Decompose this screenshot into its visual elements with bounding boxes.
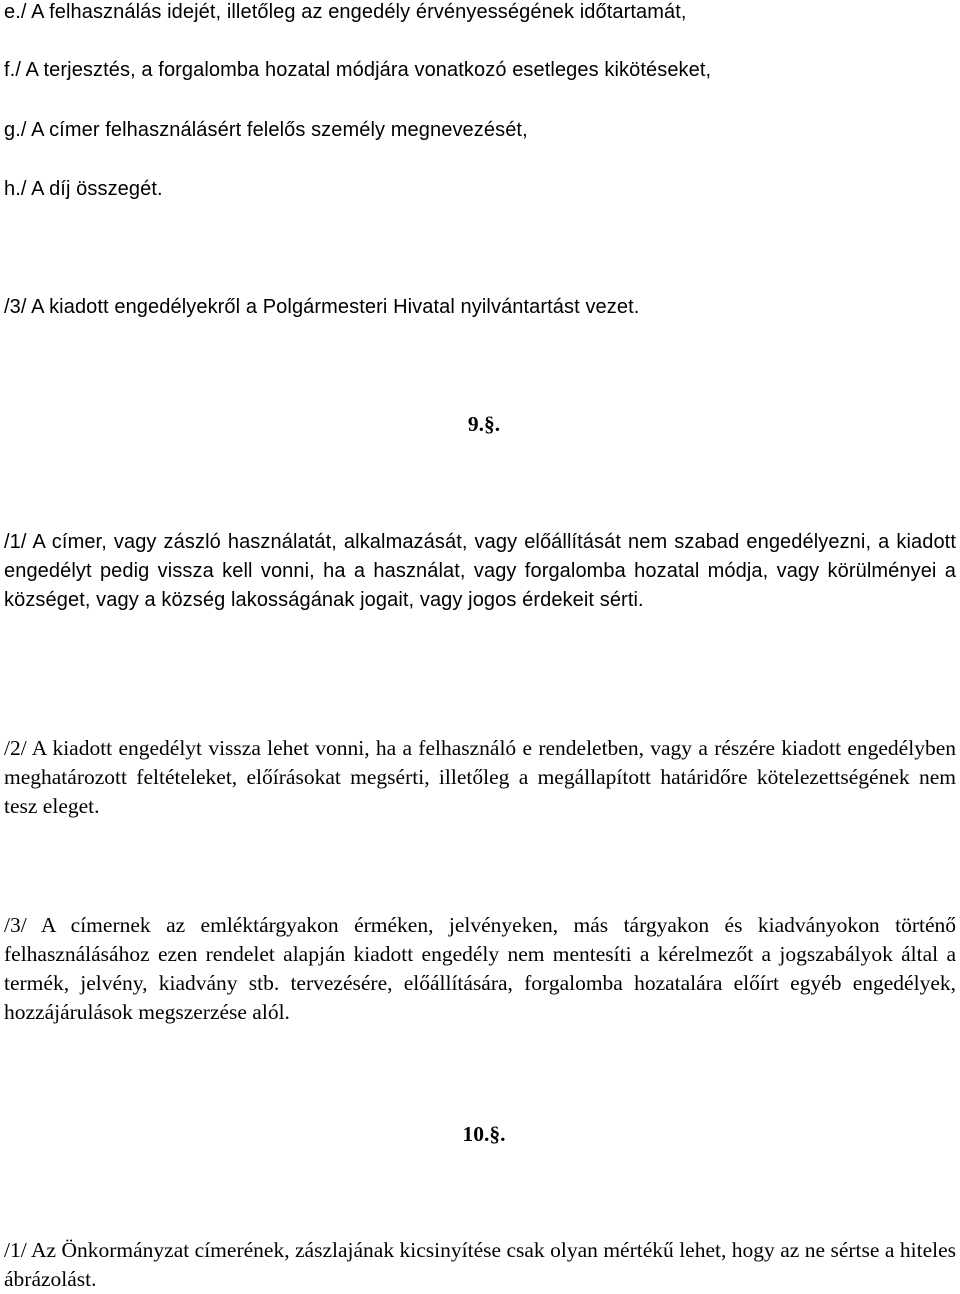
section-9-paragraph-2: /2/ A kiadott engedélyt vissza lehet vonni, ha a felhasználó e rendeletben, vagy a részére kiadott engedélyben meghatározott feltételeket, előírásokat megsérti, illetőleg a megállapított határidőre kötelezettségének nem tesz eleget. [4, 736, 956, 818]
section-9-paragraph-1: /1/ A címer, vagy zászló használatát, alkalmazását, vagy előállítását nem szabad engedélyezni, a kiadott engedélyt pedig vissza kell vonni, ha a használat, vagy forgalomba hozatal módja, vagy körülményei a községet, vagy a község lakosságának jogait, vagy jogos érdekeit sérti. [4, 531, 956, 611]
section-10-heading: 10.§. [462, 1122, 506, 1146]
paragraph-registry: /3/ A kiadott engedélyekről a Polgármesteri Hivatal nyilvántartást vezet. [4, 296, 640, 318]
list-item-e: e./ A felhasználás idejét, illetőleg az engedély érvényességének időtartamát, [4, 1, 687, 23]
list-item-h: h./ A díj összegét. [4, 178, 163, 200]
section-10-paragraph-1: /1/ Az Önkormányzat címerének, zászlajának kicsinyítése csak olyan mértékű lehet, hogy az ne sértse a hiteles ábrázolást. [4, 1238, 956, 1291]
section-9-paragraph-3: /3/ A címernek az emléktárgyakon érméken, jelvényeken, más tárgyakon és kiadványokon történő felhasználásához ezen rendelet alapján kiadott engedély nem mentesíti a kérelmezőt a jogszabályok által a termék, jelvény, kiadvány stb. tervezésére, előállítására, forgalomba hozatalára előírt egyéb engedélyek, hozzájárulások megszerzése alól. [4, 913, 956, 1024]
section-9-heading: 9.§. [467, 412, 501, 436]
list-item-g: g./ A címer felhasználásért felelős személy megnevezését, [4, 119, 528, 141]
list-item-f: f./ A terjesztés, a forgalomba hozatal módjára vonatkozó esetleges kikötéseket, [4, 59, 712, 81]
